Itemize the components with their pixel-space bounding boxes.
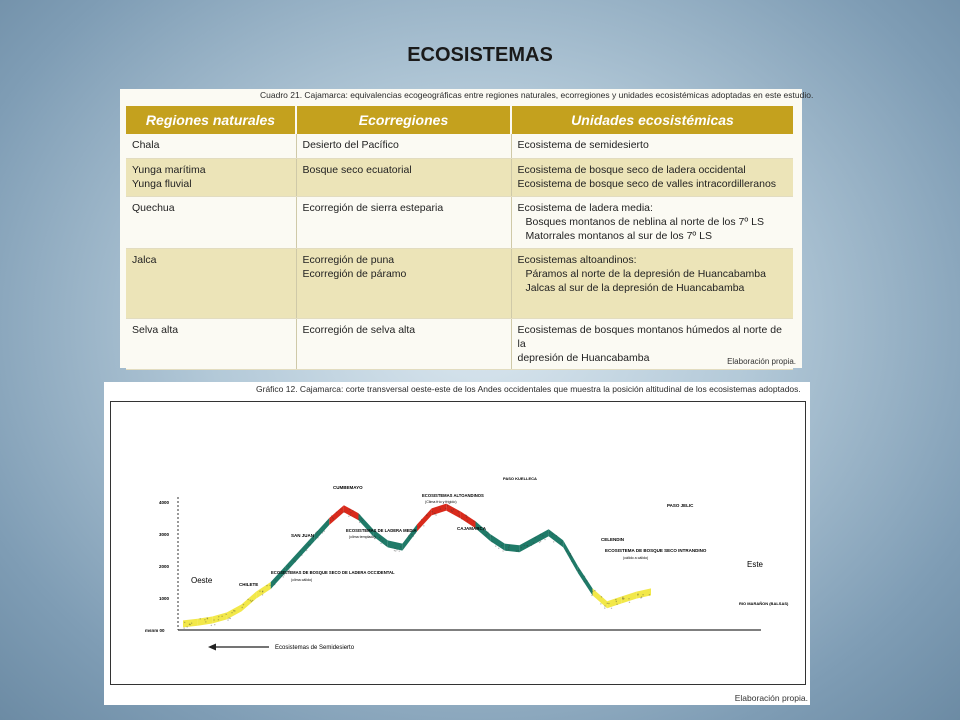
label-eco-altoandinos-sub: (Clima frío y frígido) (425, 500, 457, 504)
label-eco-bosque-seco-int: ECOSISTEMA DE BOSQUE SECO INTRANDINO (605, 548, 707, 553)
profile-texture-dot (228, 617, 229, 618)
profile-texture-dot (615, 599, 616, 600)
chart-caption: Gráfico 12. Cajamarca: corte transversal oeste-este de los Andes occidentales que muestra la posición altitudinal de los ecosistemas adoptados. (256, 384, 801, 394)
profile-texture-dot (300, 550, 301, 551)
profile-texture-dot (230, 618, 231, 619)
label-eco-bosque-seco-int-sub: (cálido a cálido) (623, 556, 649, 560)
profile-segment (329, 505, 344, 525)
profile-texture-dot (434, 513, 435, 514)
profile-texture-dot (281, 575, 282, 576)
profile-texture-dot (315, 532, 316, 533)
profile-texture-dot (293, 560, 294, 561)
profile-texture-dot (578, 570, 579, 571)
header-regiones: Regiones naturales (126, 106, 296, 134)
profile-texture-dot (533, 542, 534, 543)
profile-texture-dot (542, 535, 543, 536)
profile-texture-dot (486, 534, 487, 535)
cell-region: Jalca (126, 248, 296, 318)
profile-texture-dot (200, 618, 201, 619)
profile-texture-dot (207, 618, 208, 619)
label-eco-bosque-seco-occ-sub: (clima cálido) (291, 578, 313, 582)
profile-texture-dot (509, 545, 510, 546)
profile-texture-dot (343, 511, 344, 512)
profile-texture-dot (539, 542, 540, 543)
profile-texture-dot (544, 539, 545, 540)
cell-unidades: Ecosistemas de bosques montanos húmedos al norte de la depresión de Huancabamba (511, 318, 793, 369)
profile-segment (636, 588, 651, 598)
profile-texture-dot (556, 535, 557, 536)
profile-texture-dot (262, 594, 263, 595)
west-arrow-head (208, 644, 216, 651)
table-row (126, 318, 793, 369)
profile-texture-dot (348, 516, 349, 517)
profile-texture-dot (540, 534, 541, 535)
profile-texture-dot (516, 551, 517, 552)
profile-texture-dot (604, 607, 605, 608)
profile-segment (256, 582, 271, 599)
profile-texture-dot (308, 544, 309, 545)
profile-texture-dot (566, 551, 567, 552)
label-eco-bosque-seco-occ: ECOSISTEMAS DE BOSQUE SECO DE LADERA OCCIDENTAL (271, 570, 395, 575)
profile-texture-dot (526, 545, 527, 546)
profile-texture-dot (487, 532, 488, 533)
profile-texture-dot (274, 584, 275, 585)
chart-source: Elaboración propia. (734, 693, 808, 703)
profile-segment (198, 617, 213, 626)
profile-texture-dot (316, 531, 317, 532)
label-cajamarca: CAJAMARCA (457, 526, 486, 531)
profile-segment (563, 540, 578, 573)
cell-unidades: Ecosistema de bosque seco de ladera occidental Ecosistema de bosque seco de valles intracordilleranos (511, 158, 793, 196)
cell-unidades: Ecosistemas altoandinos: Páramos al norte de la depresión de Huancabamba Jalcas al sur de la depresión de Huancabamba (511, 248, 793, 318)
profile-texture-dot (382, 540, 383, 541)
table-source: Elaboración propia. (727, 357, 796, 366)
profile-texture-dot (642, 594, 643, 595)
profile-texture-dot (423, 525, 424, 526)
label-east: Este (747, 560, 764, 569)
profile-texture-dot (186, 626, 187, 627)
y-tick-label: 3000 (159, 532, 170, 537)
profile-texture-dot (408, 535, 409, 536)
profile-texture-dot (189, 624, 190, 625)
profile-segment (549, 529, 564, 547)
profile-texture-dot (259, 590, 260, 591)
label-eco-altoandinos: ECOSISTEMAS ALTOANDINOS (422, 493, 484, 498)
profile-texture-dot (317, 537, 318, 538)
cell-ecorregion: Desierto del Pacífico (296, 134, 511, 158)
profile-texture-dot (459, 515, 460, 516)
profile-texture-dot (502, 550, 503, 551)
cell-ecorregion: Ecorregión de puna Ecorregión de páramo (296, 248, 511, 318)
profile-segment (607, 596, 622, 608)
profile-texture-dot (184, 622, 185, 623)
profile-texture-dot (466, 515, 467, 516)
profile-texture-dot (213, 619, 214, 620)
cell-ecorregion: Ecorregión de selva alta (296, 318, 511, 369)
profile-segment (578, 566, 593, 595)
profile-texture-dot (531, 545, 532, 546)
profile-texture-dot (431, 511, 432, 512)
profile-texture-dot (288, 565, 289, 566)
profile-texture-dot (241, 607, 242, 608)
profile-texture-dot (616, 604, 617, 605)
profile-texture-dot (623, 598, 624, 599)
profile-texture-dot (577, 570, 578, 571)
label-paso-kuelleca: PASO KUELLECA (503, 476, 537, 481)
table-image (120, 89, 814, 368)
profile-texture-dot (467, 520, 468, 521)
profile-texture-dot (399, 550, 400, 551)
label-balsas: RIO MARAÑON (BALSAS) (739, 601, 789, 606)
profile-texture-dot (495, 545, 496, 546)
profile-texture-dot (628, 598, 629, 599)
table-row (126, 158, 793, 196)
profile-texture-dot (421, 519, 422, 520)
profile-segment (476, 521, 491, 541)
profile-texture-dot (549, 532, 550, 533)
profile-chart (111, 402, 805, 684)
profile-texture-dot (473, 520, 474, 521)
profile-texture-dot (233, 610, 234, 611)
table-header-row (126, 106, 793, 134)
label-san-juan: SAN JUAN (291, 533, 315, 538)
profile-texture-dot (419, 525, 420, 526)
cell-ecorregion: Bosque seco ecuatorial (296, 158, 511, 196)
profile-texture-dot (629, 602, 630, 603)
profile-texture-dot (310, 544, 311, 545)
profile-texture-dot (571, 556, 572, 557)
profile-texture-dot (570, 555, 571, 556)
profile-texture-dot (331, 515, 332, 516)
slide-title: ECOSISTEMAS (407, 44, 553, 66)
profile-texture-dot (622, 597, 623, 598)
profile-texture-dot (561, 542, 562, 543)
profile-texture-dot (607, 603, 608, 604)
profile-segment (212, 612, 227, 623)
profile-segment (622, 592, 637, 604)
profile-texture-dot (340, 508, 341, 509)
profile-texture-dot (205, 621, 206, 622)
profile-texture-dot (227, 619, 228, 620)
profile-segment (505, 544, 520, 553)
profile-texture-dot (251, 601, 252, 602)
y-tick-label: 4000 (159, 500, 170, 505)
profile-texture-dot (413, 536, 414, 537)
profile-texture-dot (362, 520, 363, 521)
profile-texture-dot (641, 596, 642, 597)
profile-texture-dot (226, 614, 227, 615)
profile-texture-dot (506, 549, 507, 550)
profile-texture-dot (570, 553, 571, 554)
profile-texture-dot (553, 541, 554, 542)
chart-image (104, 382, 810, 705)
profile-texture-dot (211, 625, 212, 626)
profile-texture-dot (322, 532, 323, 533)
profile-texture-dot (386, 545, 387, 546)
profile-segment (388, 540, 403, 550)
label-paso-jelic: PASO JELIC (667, 503, 694, 508)
profile-texture-dot (411, 534, 412, 535)
label-west: Oeste (191, 576, 213, 585)
profile-texture-dot (324, 531, 325, 532)
profile-texture-dot (221, 616, 222, 617)
profile-texture-dot (524, 545, 525, 546)
profile-texture-dot (400, 546, 401, 547)
profile-texture-dot (349, 509, 350, 510)
profile-texture-dot (231, 612, 232, 613)
table-row (126, 248, 793, 318)
profile-texture-dot (498, 548, 499, 549)
profile-texture-dot (183, 627, 184, 628)
label-celendin: CELENDIN (601, 537, 625, 542)
profile-texture-dot (426, 514, 427, 515)
profile-texture-dot (395, 550, 396, 551)
profile-texture-dot (380, 538, 381, 539)
profile-texture-dot (247, 599, 248, 600)
profile-texture-dot (600, 603, 601, 604)
label-cumbemayo: CUMBEMAYO (333, 485, 363, 490)
profile-texture-dot (451, 509, 452, 510)
profile-texture-dot (583, 581, 584, 582)
profile-texture-dot (380, 543, 381, 544)
profile-texture-dot (379, 537, 380, 538)
profile-texture-dot (329, 520, 330, 521)
profile-texture-dot (508, 547, 509, 548)
profile-texture-dot (336, 511, 337, 512)
profile-texture-dot (453, 509, 454, 510)
profile-texture-dot (508, 549, 509, 550)
profile-texture-dot (361, 518, 362, 519)
profile-texture-dot (535, 537, 536, 538)
profile-texture-dot (252, 600, 253, 601)
profile-texture-dot (306, 550, 307, 551)
profile-texture-dot (611, 608, 612, 609)
profile-texture-dot (466, 517, 467, 518)
profile-texture-dot (214, 624, 215, 625)
profile-segment (593, 588, 608, 608)
profile-texture-dot (560, 543, 561, 544)
profile-segment (227, 604, 242, 619)
ecosystem-table (126, 106, 793, 370)
header-unidades: Unidades ecosistémicas (511, 106, 793, 134)
profile-texture-dot (283, 576, 284, 577)
profile-texture-dot (491, 541, 492, 542)
profile-texture-dot (458, 511, 459, 512)
profile-texture-dot (394, 550, 395, 551)
profile-texture-dot (359, 522, 360, 523)
profile-texture-dot (445, 508, 446, 509)
table-row (126, 196, 793, 248)
header-ecorregiones: Ecorregiones (296, 106, 511, 134)
profile-texture-dot (295, 561, 296, 562)
profile-texture-dot (501, 545, 502, 546)
profile-texture-dot (571, 561, 572, 562)
profile-texture-dot (451, 511, 452, 512)
profile-texture-dot (518, 550, 519, 551)
cell-unidades: Ecosistema de ladera media: Bosques montanos de neblina al norte de los 7º LS Matorrales montanos al sur de los 7º LS (511, 196, 793, 248)
arrow-label: Ecosistemas de Semidesierto (275, 645, 355, 651)
profile-texture-dot (301, 554, 302, 555)
table-caption: Cuadro 21. Cajamarca: equivalencias ecogeográficas entre regiones naturales, ecorregiones y unidades ecosistémicas adoptadas en este estudio. (260, 90, 814, 100)
y-tick-label: 1000 (159, 596, 170, 601)
profile-texture-dot (649, 594, 650, 595)
profile-texture-dot (332, 517, 333, 518)
cell-unidades: Ecosistema de semidesierto (511, 134, 793, 158)
profile-texture-dot (269, 585, 270, 586)
cell-ecorregion: Ecorregión de sierra esteparia (296, 196, 511, 248)
cell-region: Quechua (126, 196, 296, 248)
profile-texture-dot (440, 508, 441, 509)
profile-texture-dot (266, 585, 267, 586)
y-tick-label: 2000 (159, 564, 170, 569)
profile-texture-dot (204, 619, 205, 620)
cell-region: Selva alta (126, 318, 296, 369)
profile-texture-dot (592, 591, 593, 592)
profile-texture-dot (218, 619, 219, 620)
profile-segment (242, 592, 257, 612)
profile-texture-dot (396, 549, 397, 550)
profile-texture-dot (540, 541, 541, 542)
profile-texture-dot (191, 622, 192, 623)
profile-texture-dot (594, 590, 595, 591)
profile-segment (417, 508, 432, 531)
profile-texture-dot (350, 512, 351, 513)
table-row (126, 134, 793, 158)
label-eco-ladera-media: ECOSISTEMAS DE LADERA MEDIA (346, 528, 417, 533)
profile-texture-dot (243, 604, 244, 605)
profile-segment (183, 619, 198, 628)
profile-segment (446, 504, 461, 519)
profile-texture-dot (584, 576, 585, 577)
profile-texture-dot (604, 605, 605, 606)
profile-texture-dot (326, 521, 327, 522)
profile-texture-dot (601, 596, 602, 597)
profile-texture-dot (461, 518, 462, 519)
chart-frame (110, 401, 806, 685)
label-chilete: CHILETE (239, 582, 259, 587)
profile-texture-dot (218, 616, 219, 617)
profile-segment (534, 529, 549, 544)
profile-texture-dot (359, 514, 360, 515)
profile-texture-dot (394, 548, 395, 549)
profile-texture-dot (616, 601, 617, 602)
label-eco-ladera-media-sub: (clima templado) (349, 535, 376, 539)
profile-texture-dot (275, 579, 276, 580)
cell-region: Yunga marítima Yunga fluvial (126, 158, 296, 196)
profile-texture-dot (352, 510, 353, 511)
profile-texture-dot (447, 505, 448, 506)
profile-texture-dot (350, 515, 351, 516)
profile-texture-dot (417, 526, 418, 527)
profile-texture-dot (637, 594, 638, 595)
y-tick-label: msnm 00 (145, 628, 165, 633)
profile-texture-dot (586, 580, 587, 581)
profile-texture-dot (435, 514, 436, 515)
profile-texture-dot (409, 537, 410, 538)
profile-texture-dot (608, 603, 609, 604)
profile-texture-dot (358, 518, 359, 519)
profile-texture-dot (491, 536, 492, 537)
profile-texture-dot (552, 533, 553, 534)
profile-texture-dot (591, 595, 592, 596)
profile-texture-dot (250, 600, 251, 601)
profile-texture-dot (520, 547, 521, 548)
cell-region: Chala (126, 134, 296, 158)
profile-texture-dot (262, 591, 263, 592)
